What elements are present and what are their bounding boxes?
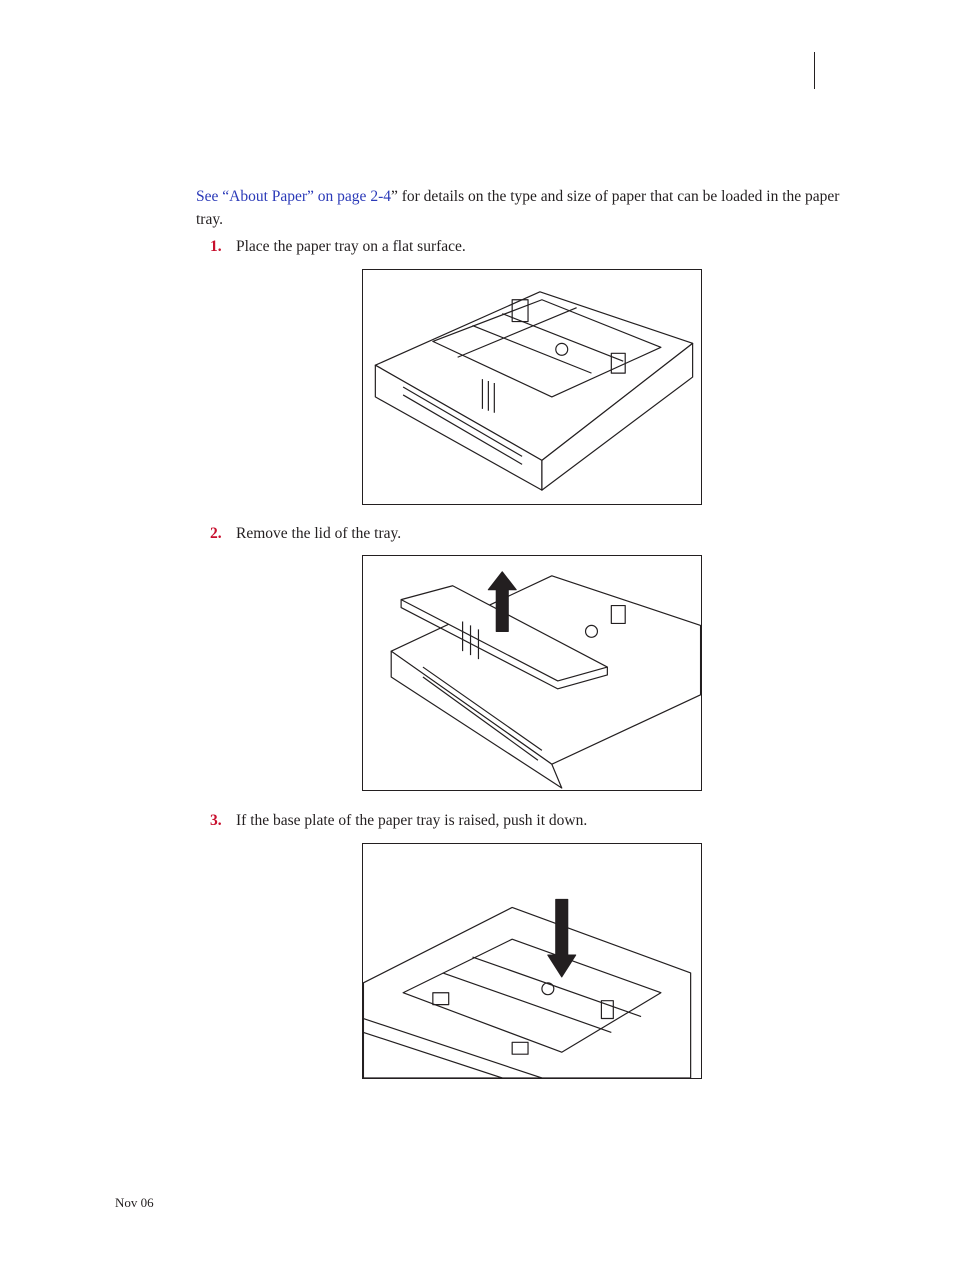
figure-remove-lid <box>362 555 702 791</box>
step-text: Remove the lid of the tray. <box>236 525 402 542</box>
header-rule <box>814 52 815 89</box>
step-number: 2. <box>210 525 222 542</box>
about-paper-link[interactable]: See “About Paper” on page 2-4 <box>196 188 391 205</box>
remove-lid-illustration <box>363 556 701 790</box>
step-text: Place the paper tray on a flat surface. <box>236 238 466 255</box>
intro-paragraph <box>196 185 868 231</box>
paper-tray-illustration <box>363 270 701 504</box>
step-text: If the base plate of the paper tray is raised, push it down. <box>236 812 588 829</box>
step-1 <box>210 237 466 257</box>
step-number: 3. <box>210 812 222 829</box>
step-number: 1. <box>210 238 222 255</box>
intro-text: ” for details on the type and size of paper that can be loaded in the paper tray. <box>196 188 840 228</box>
push-base-plate-illustration <box>363 844 701 1078</box>
figure-push-base-plate <box>362 843 702 1079</box>
step-3 <box>210 811 587 831</box>
step-2 <box>210 524 401 544</box>
footer-date: Nov 06 <box>115 1195 154 1210</box>
figure-paper-tray-flat <box>362 269 702 505</box>
